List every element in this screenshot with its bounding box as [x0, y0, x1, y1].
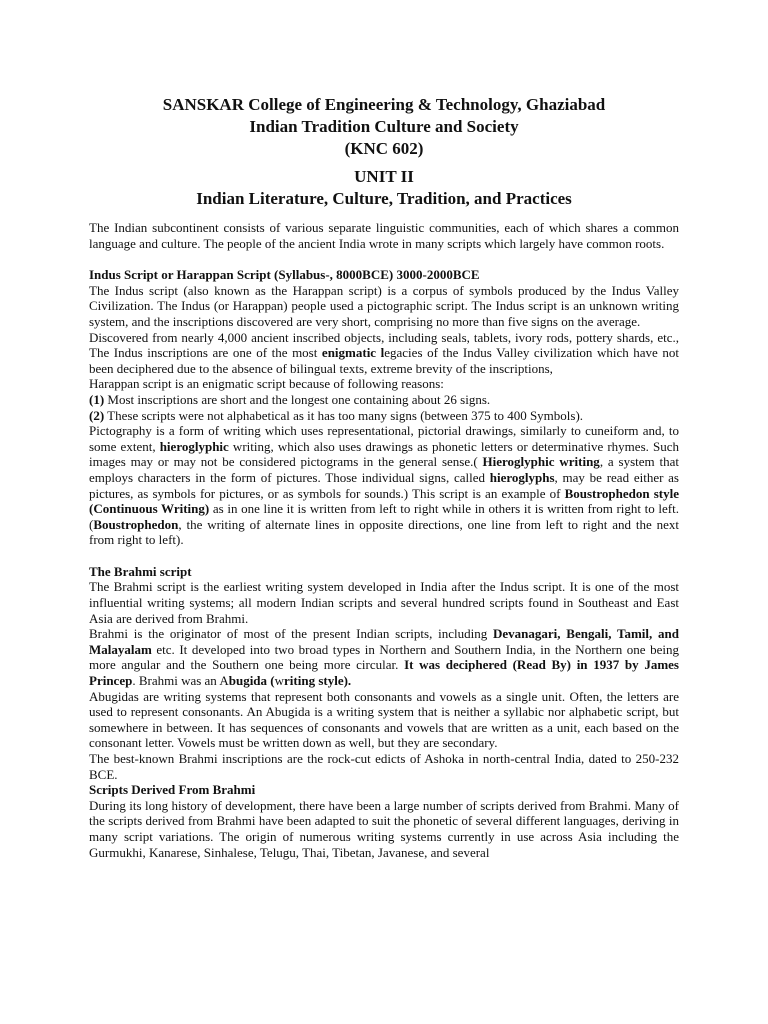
- course-code: (KNC 602): [344, 139, 424, 158]
- indus-paragraph-2: Discovered from nearly 4,000 ancient inscribed objects, including seals, tablets, ivory rods, pottery shards, etc., The Indus inscriptions are one of the most enigmatic legacies of the Indus Valley civilization which have not been deciphered due to the absence of bilingual texts, extreme brevity of the inscriptions,: [89, 329, 679, 376]
- derived-heading: Scripts Derived From Brahmi: [89, 782, 256, 798]
- indus-paragraph-3: Harappan script is an enigmatic script because of following reasons:: [89, 376, 444, 392]
- indus-heading: Indus Script or Harappan Script (Syllabus-, 8000BCE) 3000-2000BCE: [89, 267, 480, 283]
- brahmi-paragraph-2: Brahmi is the originator of most of the present Indian scripts, including Devanagari, Bengali, Tamil, and Malayalam etc. It developed into two broad types in Northern and Southern India, in the Northern one being more angular and the Southern one being more circular. It was deciphered (Read By) in 1937 by James Princep. Brahmi was an Abugida (writing style).: [89, 626, 679, 689]
- indus-paragraph-4: Pictography is a form of writing which uses representational, pictorial drawings, similarly to cuneiform and, to some extent, hieroglyphic writing, which also uses drawings as phonetic letters or determinative rhymes. Such images may or may not be considered pictograms in the general sense.( Hieroglyphic writing, a system that employs characters in the form of pictures. Those individual signs, called hieroglyphs, may be read either as pictures, as symbols for pictures, or as symbols for sounds.) This script is an example of Boustrophedon style (Continuous Writing) as in one line it is written from left to right while in others it is written from right to left. (Boustrophedon, the writing of alternate lines in opposite directions, one line from left to right and the next from right to left).: [89, 423, 679, 548]
- indus-paragraph-1: The Indus script (also known as the Harappan script) is a corpus of symbols produced by the Indus Valley Civilization. The Indus (or Harappan) people used a pictographic script. The Indus script is an unknown writing system, and the inscriptions discovered are very short, comprising no more than five signs on the average.: [89, 282, 679, 329]
- indus-reason-1: (1) Most inscriptions are short and the longest one containing about 26 signs.: [89, 391, 491, 407]
- derived-paragraph-1: During its long history of development, there have been a large number of scripts derived from Brahmi. Many of the scripts derived from Brahmi have been adapted to suit the phonetic of several different languages, deriving in many script variations. The origin of numerous writing systems currently in use across Asia including the Gurmukhi, Kanarese, Sinhalese, Telugu, Thai, Tibetan, Javanese, and several: [89, 797, 679, 860]
- indus-reason-2: (2) These scripts were not alphabetical as it has too many signs (between 375 to 400 Symbols).: [89, 407, 584, 423]
- document-body: [89, 220, 679, 860]
- college-name: SANSKAR College of Engineering & Technology, Ghaziabad: [162, 95, 606, 114]
- unit-number: UNIT II: [354, 167, 414, 186]
- unit-title: Indian Literature, Culture, Tradition, and Practices: [196, 189, 572, 208]
- course-title: Indian Tradition Culture and Society: [249, 117, 519, 136]
- brahmi-paragraph-4: The best-known Brahmi inscriptions are the rock-cut edicts of Ashoka in north-central India, dated to 250-232 BCE.: [89, 751, 679, 782]
- unit-header: [0, 166, 768, 210]
- brahmi-heading: The Brahmi script: [89, 563, 192, 579]
- brahmi-paragraph-1: The Brahmi script is the earliest writing system developed in India after the Indus script. It is one of the most influential writing systems; all modern Indian scripts and several hundred scripts found in Southeast and East Asia are derived from Brahmi.: [89, 579, 679, 626]
- intro-paragraph: The Indian subcontinent consists of various separate linguistic communities, each of which shares a common language and culture. The people of the ancient India wrote in many scripts which largely have common roots.: [89, 220, 679, 251]
- document-header: [0, 94, 768, 160]
- brahmi-paragraph-3: Abugidas are writing systems that represent both consonants and vowels as a single unit. Often, the letters are used to represent consonants. An Abugida is a writing system that is neither a syllabic nor alphabetic script, but somewhere in between. It has sequences of consonants and vowels that are written as a unit, each based on the consonant letter. Vowels must be written down as well, but they are secondary.: [89, 688, 679, 751]
